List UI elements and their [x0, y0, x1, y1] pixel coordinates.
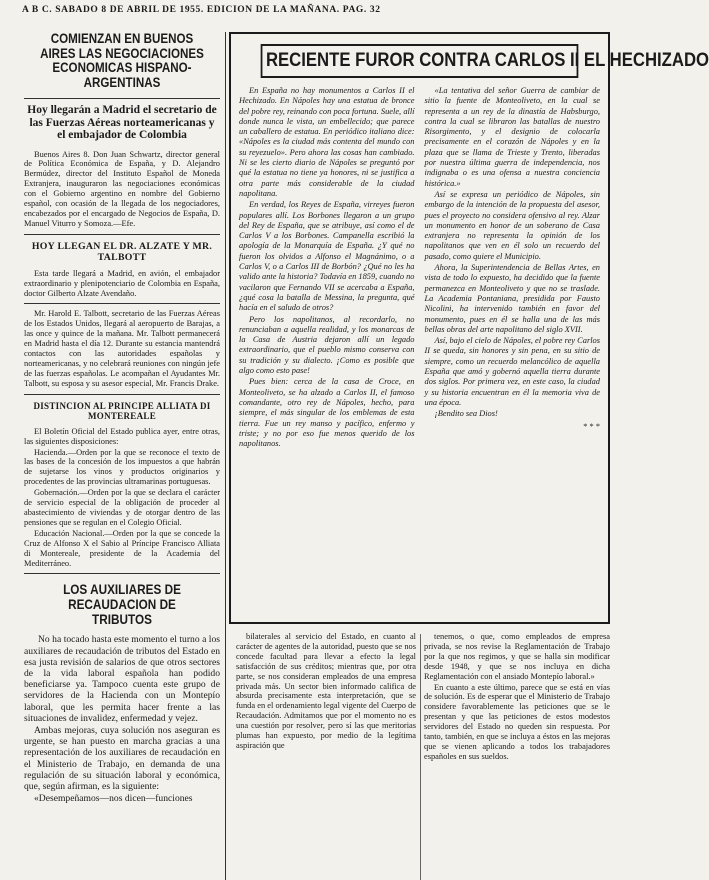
article-paragraph: No ha tocado hasta este momento el turno a los auxiliares de recaudación de tributos del Estado en esa justa revisión de salarios de que otros sectores de la vida laboral española han podido beneficiarse ya. Tampoco cuenta este grupo de servidores de la Hacienda con un Montepío laboral, que les permita hacer frente a las situaciones de invalidez, enfermedad y vejez. — [24, 634, 220, 724]
headline-auxiliares: LOS AUXILIARES DE RECAUDACION DE TRIBUTOS — [63, 581, 181, 628]
feature-title: RECIENTE FUROR CONTRA CARLOS II EL HECHIZADO — [261, 44, 579, 78]
feature-paragraph: Así, bajo el cielo de Nápoles, el pobre rey Carlos II se queda, sin honores y sin pena, en su sitio de siempre, como un recuerdo melancólico de aquella España que amó y gobernó aquella tierra durante dos siglos. Por primera vez, en este caso, la ciudad y su historia encuentran en él la memoria viva de una época. — [424, 336, 600, 407]
divider — [24, 98, 220, 99]
headline-distincion: DISTINCION AL PRINCIPE ALLIATA DI MONTEREALE — [33, 400, 211, 422]
bottom-column-middle — [236, 632, 416, 880]
feature-column-right — [425, 86, 601, 450]
feature-box — [229, 32, 709, 624]
divider — [24, 394, 220, 395]
feature-paragraph: «La tentativa del señor Guerra de cambiar de sitio la fuente de Monteoliveto, en la cual se representa a un rey de la dinastía de Habsburgo, contra la cual se libraron las batallas de nuestro Risorgimento, y el designio de colocarla precisamente en el corazón de Nápoles y en la plaza que se llama de Trieste y Trento, liberadas por nuestra última guerra de independencia, nos indignaba o es una ofensa a nuestra conciencia histórica.» — [424, 86, 600, 188]
divider — [24, 303, 220, 304]
article-paragraph: tenemos, o que, como empleados de empresa privada, se nos revise la Reglamentación de Trabajo por la que nos regimos, y que se halla sin modificar desde 1948, y que se nos incluya en dicha Reglamentación con el ansiado Montepío laboral.» — [424, 632, 610, 681]
feature-paragraph: Ahora, la Superintendencia de Bellas Artes, en vista de todo lo expuesto, ha decidido que la fuente permanezca en Monteoliveto y que no se traslade. La Academia Pontaniana, presidida por Fausto Nicolini, ha intervenido también en favor del monumento, pues en él se halla una de las más bellas obras del arte napolitano del siglo XVII. — [424, 263, 600, 334]
auxiliares-body — [24, 634, 220, 804]
feature-signature: * * * — [583, 421, 600, 431]
column-rule — [420, 634, 421, 880]
divider — [24, 234, 220, 235]
article-paragraph: Gobernación.—Orden por la que se declara el carácter de servicio especial de la obligación de proceder al abastecimiento de viviendas y de otorgar dentro de las pensiones que se regulan en el Colegio Oficial. — [24, 488, 220, 527]
feature-paragraph: En España no hay monumentos a Carlos II el Hechizado. En Nápoles hay una estatua de bronce del pobre rey, reinando con poca fortuna. Suele, allí donde nunca le vista, un embellecido; que parece un caballero de estatua. En periódico italiano dice: «Nápoles es la ciudad más contenta del mundo con su reyezuelo». Pero ahora las cosas han cambiado. Ni se les cierto diario de Nápoles se preguntó por qué la estatua no tiene ya honores, ni se justifica a otra parte más considerable de la ciudad napolitana. — [239, 86, 415, 198]
feature-paragraph: Pues bien: cerca de la casa de Croce, en Monteoliveto, se ha alzado a Carlos II, el famoso comandante, otro rey de Nápoles, hecho, para siempre, el más singular de los emblemas de esta tierra. Fue un rey manso y pacífico, enfermo y triste; y no por eso fue menos querido de los napolitanos. — [239, 377, 415, 449]
feature-column-left — [239, 86, 415, 450]
feature-closing: ¡Bendito sea Dios! — [434, 409, 498, 419]
article-paragraph: Educación Nacional.—Orden por la que se concede la Cruz de Alfonso X el Sabio al Príncipe Francisco Alliata di Montereale, presidente de la Academia del Mediterráneo. — [24, 528, 220, 568]
article-paragraph: Hacienda.—Orden por la que se reconoce el texto de las bases de la concesión de los impuestos a que habrán de sujetarse los vinos y productos originarios y procedentes de las provincias ultramarinas portuguesas. — [24, 447, 220, 487]
divider — [24, 573, 220, 574]
headline-llegan: HOY LLEGAN EL DR. ALZATE Y MR. TALBOTT — [31, 240, 213, 263]
feature-paragraph: En verdad, los Reyes de España, virreyes fueron populares allí. Los Borbones llegaron a un grupo del Rey de España, que se atribuye, así como el de Carlos V a los Borbones. Campanella escribió la apología de la Monarquía de España. ¿Y qué no fueron los olvidos a Alfonso el Magnánimo, o a Carlos V, o a Carlos III de Borbón? ¿Qué no les ha valido ante la historia? Todavía en 1859, cuando no vacilaron que Fernando VII se acercaba a España, ¿qué cosa la batalla de Messina, la pregunta, qué hacía en el saludo de otros? — [239, 200, 415, 313]
feature-columns — [239, 86, 600, 450]
article-paragraph: En cuanto a este último, parece que se está en vías de solución. Es de esperar que el Ministerio de Trabajo considere favorablemente las peticiones que se le presentan y que las peticiones de estos modestos servidores del Estado no queden sin respuesta. Por tanto, también, en que se incluya a éstos en las mejoras que se vienen aplicando a todos los trabajadores españoles en sus sueldos. — [424, 682, 610, 761]
headline-talbott-alzate: Hoy llegarán a Madrid el secretario de las Fuerzas Aéreas norteamericanas y el embajador de Colombia — [27, 104, 217, 141]
headline-negociaciones: COMIENZAN EN BUENOS AIRES LAS NEGOCIACIONES ECONOMICAS HISPANO-ARGENTINAS — [40, 31, 204, 90]
feature-paragraph: Pero los napolitanos, al recordarlo, no renunciaban a aquella realidad, y los monarcas de la Casa de Austria dejaron allí un legado extraordinario, que el pueblo mismo conserva con su tradición y su dialecto. ¡Como es posible que algo como esto pase! — [239, 314, 415, 376]
article-paragraph: Mr. Harold E. Talbott, secretario de las Fuerzas Aéreas de los Estados Unidos, llegará al aeropuerto de Barajas, a las once y quince de la mañana. Mr. Talbott permanecerá en Madrid hasta el día 12. Durante su estancia mantendrá contactos con las autoridades españolas y norteamericanas, y no celebrará reuniones con ningún jefe de las fuerzas españolas. Le acompañan el Ayudantes Mr. Talbott, su esposa y su asesor especial, Mr. Francis Drake. — [24, 309, 220, 388]
article-paragraph: Esta tarde llegará a Madrid, en avión, el embajador extraordinario y plenipotenciario de Colombia en España, doctor Gilberto Alzate Avendaño. — [24, 268, 220, 298]
article-paragraph: «Desempeñamos—nos dicen—funciones — [34, 793, 193, 805]
bottom-column-right — [424, 632, 610, 880]
column-rule — [225, 32, 226, 880]
article-paragraph: Ambas mejoras, cuya solución nos aseguran es urgente, se han puesto en marcha gracias a una representación de los auxiliares de recaudación en el Ministerio de Trabajo, en demanda de una regulación de su situación laboral y económica, que, según afirman, es la siguiente: — [24, 725, 220, 793]
feature-paragraph: Así se expresa un periódico de Nápoles, sin embargo de la intención de la propuesta del asesor, pues el proyecto no considera ofensivo al rey. Alzar un monumento en honor de un soberano de Casa extranjera no representa la opinión de los napolitanos que ven en él solo un recuerdo del pasado, como quiere el Municipio. — [424, 189, 600, 261]
left-column — [24, 32, 220, 880]
article-paragraph: bilaterales al servicio del Estado, en cuanto al carácter de agentes de la autoridad, puesto que se nos concede facultad para llevar a efecto la legal satisfacción de sus créditos; mientras que, por otra parte, se nos consideran empleados de una empresa privada más. Un sector bien informado califica de absurda precisamente esta interpretación, que se funda en el ordenamiento legal vigente del Cuerpo de Recaudación. Admitamos que por el momento no es una cuestión por resolver, pero sí las que meritorias plumas han expuesto, por medio de la legítima aspiración que — [236, 632, 416, 750]
article-intro: Buenos Aires 8. Don Juan Schwartz, director general de Política Económica de España, y D. Alejandro Bermúdez, director del Instituto Español de Moneda Extranjera, inauguraron las negociaciones económicas con el Gobierno argentino en nombre del Gobierno español, con ocasión de la llegada de los negociadores, encabezados por el encargado de Negocios de España, D. Manuel Viturro y Somoza.—Efe. — [24, 149, 220, 228]
article-paragraph: El Boletín Oficial del Estado publica ayer, entre otras, las siguientes disposiciones: — [24, 426, 220, 446]
masthead: A B C. SABADO 8 DE ABRIL DE 1955. EDICION DE LA MAÑANA. PAG. 32 — [22, 5, 381, 15]
